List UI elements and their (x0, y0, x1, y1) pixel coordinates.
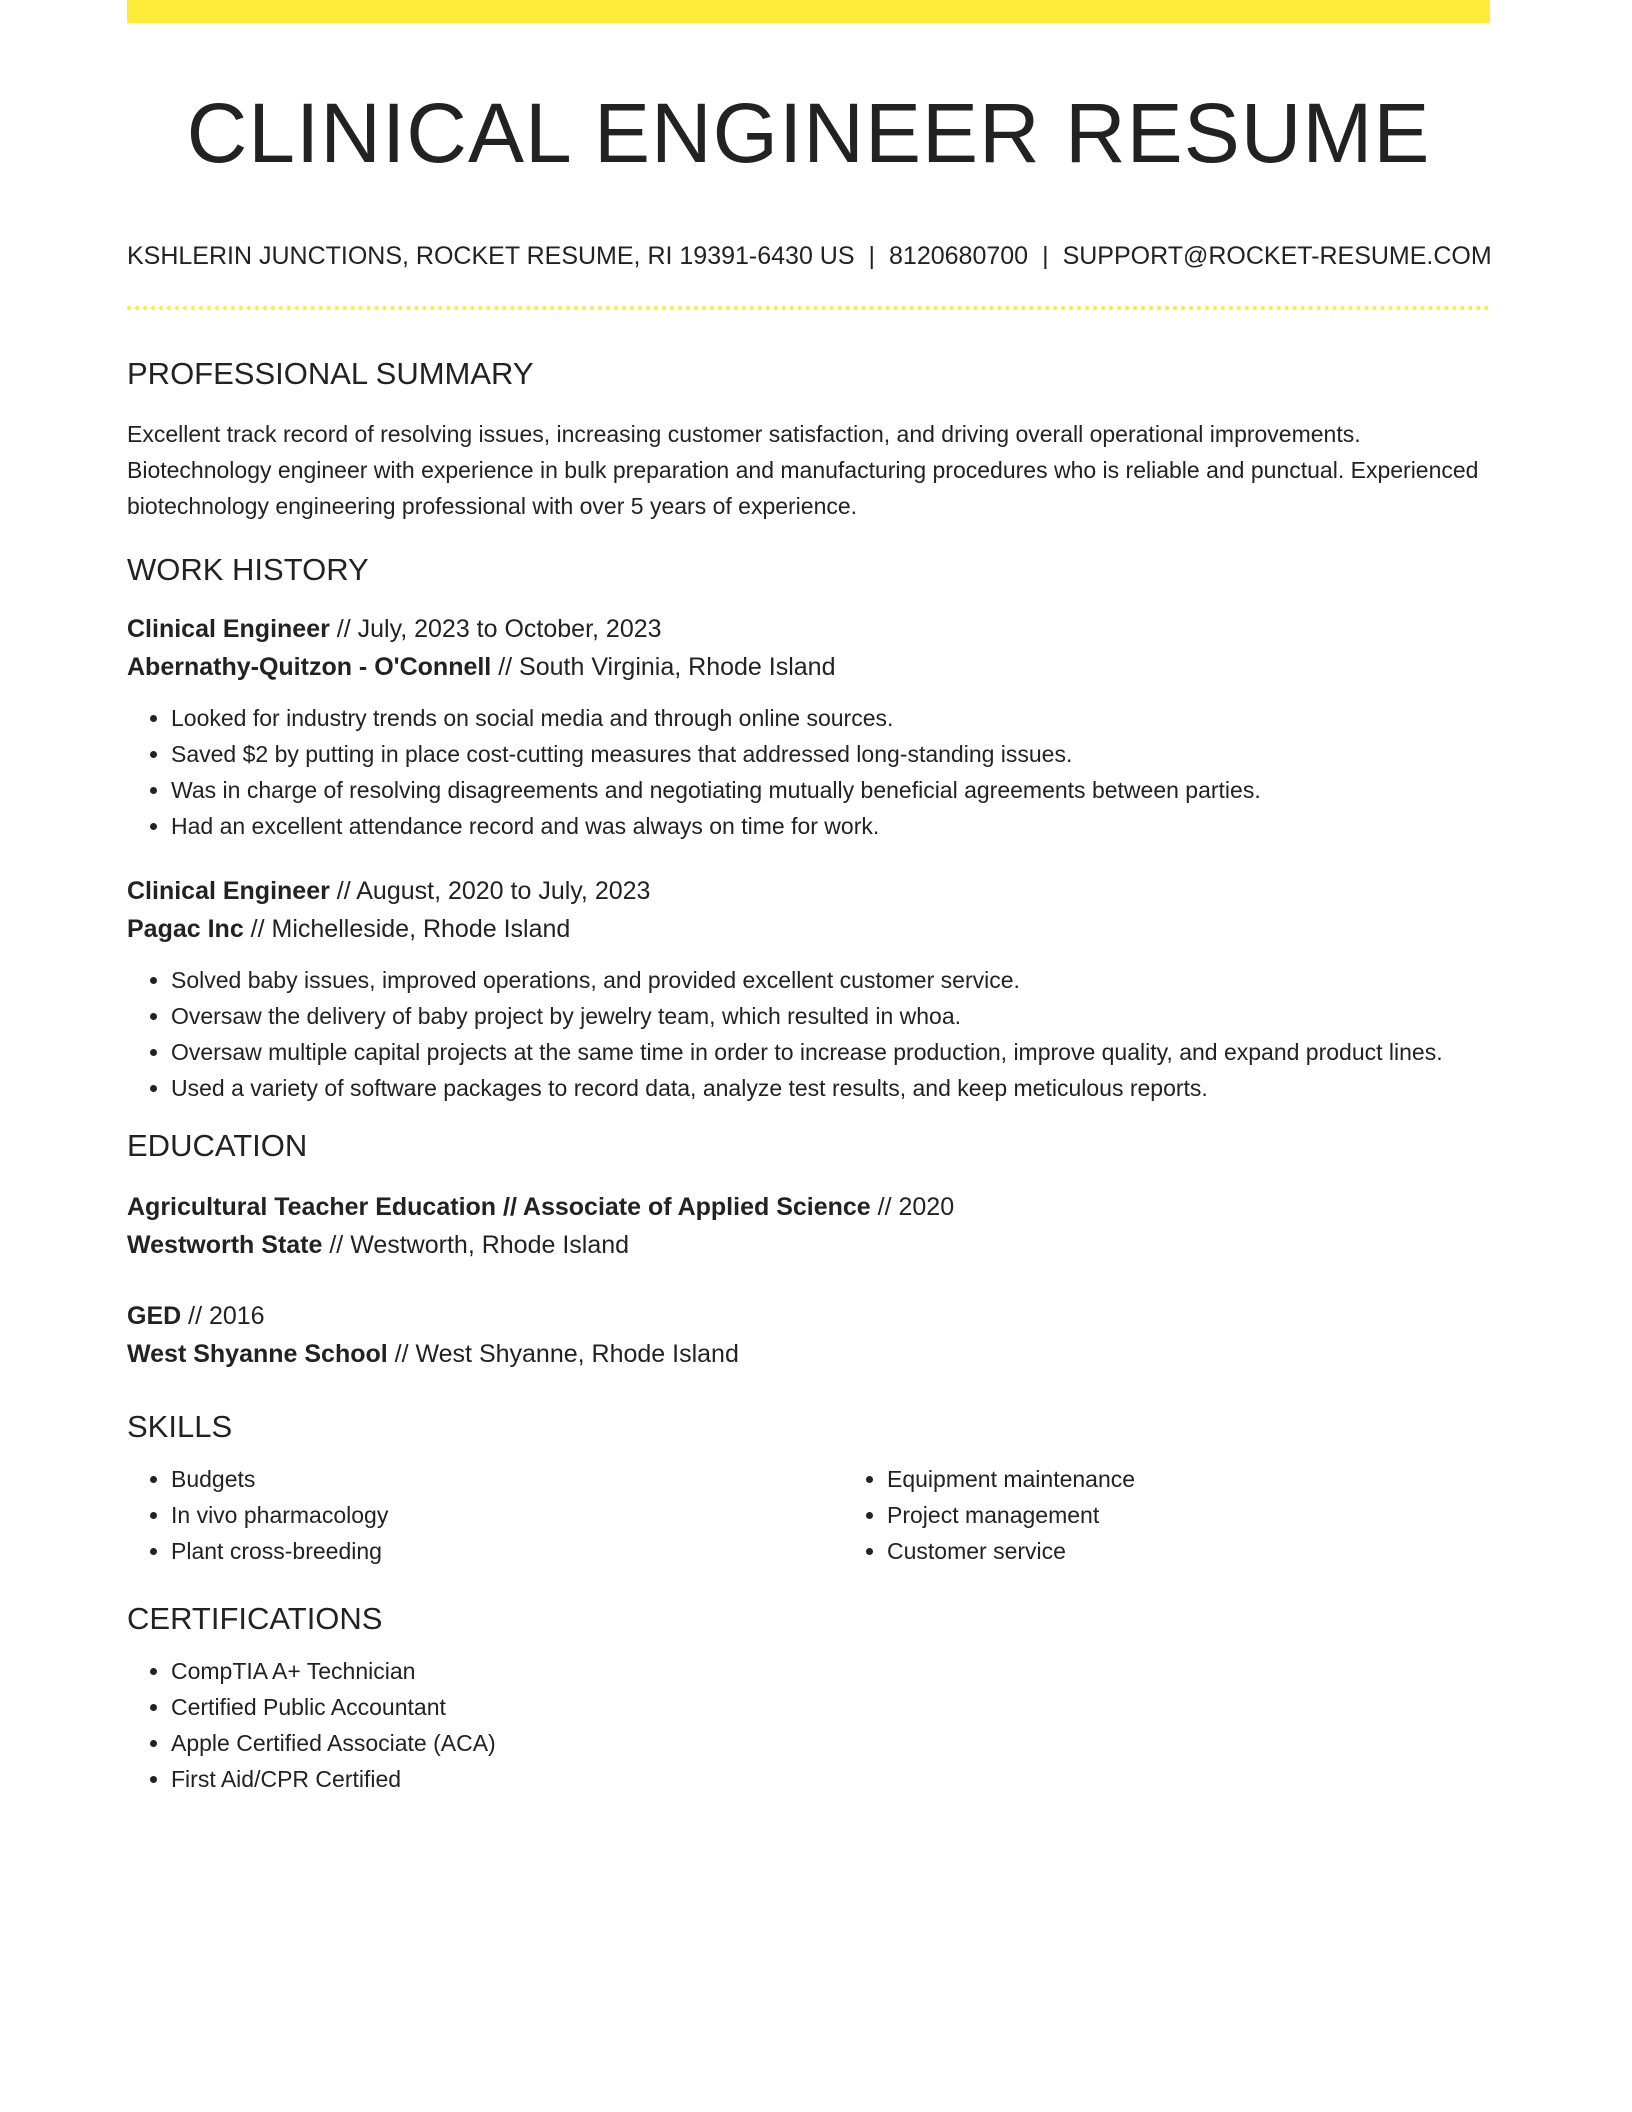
education-location: // Westworth, Rhode Island (322, 1231, 630, 1259)
education-section (127, 1126, 1490, 1373)
summary-section (127, 354, 1490, 524)
job-role: Clinical Engineer (127, 615, 330, 643)
education-school-line (127, 1335, 1490, 1373)
job-bullets (127, 962, 1490, 1106)
skills-column (843, 1461, 1490, 1569)
section-title-education: EDUCATION (127, 1128, 308, 1163)
job-role-line (127, 610, 1490, 648)
education-year: // 2016 (181, 1302, 265, 1330)
job-role-line (127, 872, 1490, 910)
certification-list (127, 1653, 1490, 1797)
job-location: // South Virginia, Rhode Island (491, 653, 836, 681)
resume-title: CLINICAL ENGINEER RESUME (186, 86, 1431, 180)
education-degree: GED (127, 1302, 182, 1330)
job-bullet: • Looked for industry trends on social media and through online sources. (171, 700, 1490, 736)
skill-item: • Plant cross-breeding (171, 1533, 843, 1569)
certification-item: • Apple Certified Associate (ACA) (171, 1725, 1490, 1761)
job-company: Abernathy-Quitzon - O'Connell (127, 653, 492, 681)
job-bullet: • Solved baby issues, improved operations, and provided excellent customer service. (171, 962, 1490, 998)
education-degree-line (127, 1297, 1490, 1335)
skill-item: • Project management (887, 1497, 1490, 1533)
skill-item: • In vivo pharmacology (171, 1497, 843, 1533)
education-entry (127, 1188, 1490, 1264)
certifications-section (127, 1599, 1490, 1797)
contact-email: SUPPORT@ROCKET-RESUME.COM (1062, 242, 1492, 270)
job-bullet: • Oversaw the delivery of baby project by jewelry team, which resulted in whoa. (171, 998, 1490, 1034)
contact-phone: 8120680700 (889, 242, 1029, 270)
job-entry (127, 872, 1490, 1106)
job-entry (127, 610, 1490, 844)
contact-address: KSHLERIN JUNCTIONS, ROCKET RESUME, RI 19391-6430 US (127, 242, 855, 270)
contact-separator: | (1042, 242, 1049, 270)
job-role: Clinical Engineer (127, 877, 330, 905)
job-bullet: • Used a variety of software packages to record data, analyze test results, and keep meticulous reports. (171, 1070, 1490, 1106)
education-degree-line (127, 1188, 1490, 1226)
job-company-line (127, 910, 1490, 948)
education-school: Westworth State (127, 1231, 323, 1259)
contact-separator: | (868, 242, 876, 270)
accent-top-bar (127, 0, 1490, 23)
job-bullets (127, 700, 1490, 844)
job-company-line (127, 648, 1490, 686)
section-title-certifications: CERTIFICATIONS (127, 1601, 383, 1636)
job-dates: // July, 2023 to October, 2023 (329, 615, 662, 643)
job-bullet: • Was in charge of resolving disagreements and negotiating mutually beneficial agreements between parties. (171, 772, 1490, 808)
certification-item: • CompTIA A+ Technician (171, 1653, 1490, 1689)
job-bullet: • Had an excellent attendance record and was always on time for work. (171, 808, 1490, 844)
job-company: Pagac Inc (127, 915, 244, 943)
section-title-skills: SKILLS (127, 1409, 233, 1444)
job-dates: // August, 2020 to July, 2023 (329, 877, 651, 905)
certification-item: • Certified Public Accountant (171, 1689, 1490, 1725)
education-school: West Shyanne School (127, 1340, 388, 1368)
skills-section (127, 1407, 1490, 1569)
dotted-divider (127, 306, 1490, 310)
job-bullet: • Oversaw multiple capital projects at the same time in order to increase production, improve quality, and expand product lines. (171, 1034, 1490, 1070)
skill-item: • Equipment maintenance (887, 1461, 1490, 1497)
skill-item: • Customer service (887, 1533, 1490, 1569)
skills-grid (127, 1461, 1490, 1569)
job-location: // Michelleside, Rhode Island (243, 915, 571, 943)
education-location: // West Shyanne, Rhode Island (387, 1340, 739, 1368)
resume-page (127, 0, 1490, 1797)
education-year: // 2020 (870, 1193, 955, 1221)
work-history-section (127, 550, 1490, 1106)
skills-column (127, 1461, 843, 1569)
section-title-summary: PROFESSIONAL SUMMARY (127, 356, 534, 391)
education-degree: Agricultural Teacher Education // Associate of Applied Science (127, 1193, 871, 1221)
skill-item: • Budgets (171, 1461, 843, 1497)
job-bullet: • Saved $2 by putting in place cost-cutting measures that addressed long-standing issues. (171, 736, 1490, 772)
certification-item: • First Aid/CPR Certified (171, 1761, 1490, 1797)
section-title-work-history: WORK HISTORY (127, 552, 369, 587)
summary-text: Excellent track record of resolving issues, increasing customer satisfaction, and driving overall operational improvements. Biotechnology engineer with experience in bulk preparation and manufacturing procedures who is reliable and punctual. Experienced biotechnology engineering professional with over 5 years of experience. (127, 421, 1479, 519)
contact-line (127, 239, 1490, 273)
education-school-line (127, 1226, 1490, 1264)
education-entry (127, 1297, 1490, 1373)
